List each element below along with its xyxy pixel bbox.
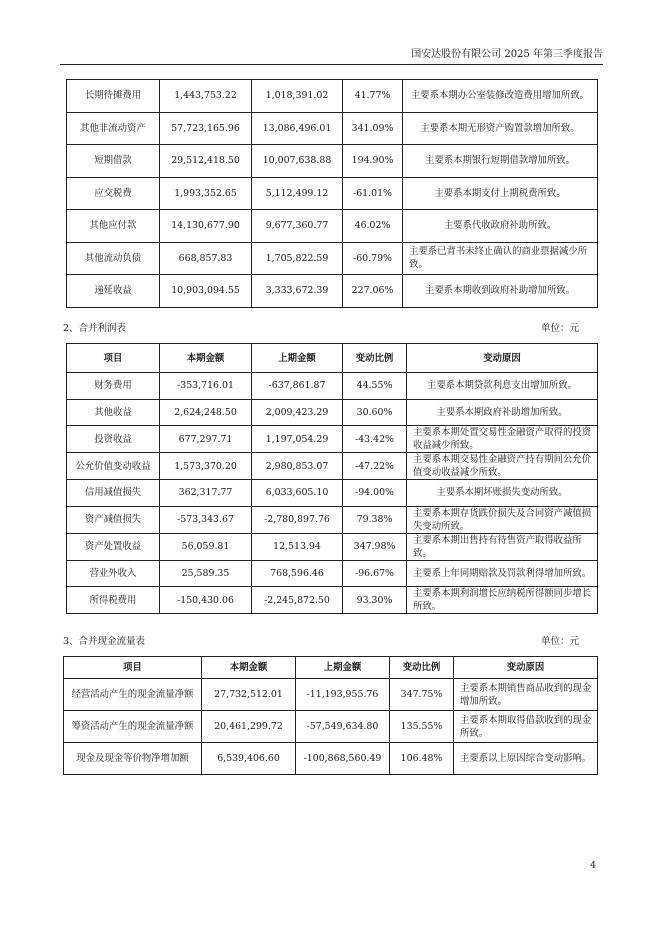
cell-reason: 主要系本期存货跌价损失及合同资产减值损失变动所致。 xyxy=(407,506,598,533)
report-header: 国安达股份有限公司 2025 年第三季度报告 xyxy=(60,45,603,65)
cell-previous: 2,009,423.29 xyxy=(252,399,343,426)
table-row xyxy=(67,373,598,400)
table-row xyxy=(67,426,598,453)
cell-ratio: -61.01% xyxy=(343,177,403,210)
cell-reason: 主要系本期取得借款收到的现金所致。 xyxy=(454,711,598,743)
cell-reason: 主要系本期坏账损失变动所致。 xyxy=(407,480,598,507)
cell-item: 长期待摊费用 xyxy=(67,80,160,113)
cell-reason: 主要系代收政府补助所致。 xyxy=(403,210,598,243)
cell-previous: 3,333,672.39 xyxy=(252,275,343,308)
cashflow-table xyxy=(63,656,598,775)
cell-reason: 主要系已背书未终止确认的商业票据减少所致。 xyxy=(403,242,598,275)
cell-ratio: 341.09% xyxy=(343,112,403,145)
cell-reason: 主要系本期无形资产购置款增加所致。 xyxy=(403,112,598,145)
cell-item: 现金及现金等价物净增加额 xyxy=(64,743,202,775)
table-row xyxy=(67,453,598,480)
cell-previous: -2,780,897.76 xyxy=(252,506,343,533)
cell-previous: 1,705,822.59 xyxy=(252,242,343,275)
cell-item: 其他流动负债 xyxy=(67,242,160,275)
cell-item: 其他非流动资产 xyxy=(67,112,160,145)
cell-current: 57,723,165.96 xyxy=(160,112,252,145)
column-header-item: 项目 xyxy=(64,657,202,679)
column-header-item: 项目 xyxy=(67,344,160,373)
cell-ratio: 227.06% xyxy=(343,275,403,308)
table-row xyxy=(67,506,598,533)
table-row xyxy=(67,177,598,210)
table-row xyxy=(64,679,598,711)
cell-ratio: -47.22% xyxy=(343,453,407,480)
cell-ratio: 93.30% xyxy=(343,587,407,614)
cashflow-unit-label: 单位：元 xyxy=(541,636,580,647)
table-header-row xyxy=(64,657,598,679)
cell-current: 677,297.71 xyxy=(160,426,252,453)
cell-ratio: -43.42% xyxy=(343,426,407,453)
table-row xyxy=(67,533,598,560)
cell-reason: 主要系本期利润增长应纳税所得额同步增长所致。 xyxy=(407,587,598,614)
cell-ratio: -96.67% xyxy=(343,560,407,587)
table-row xyxy=(67,560,598,587)
cell-previous: -11,193,955.76 xyxy=(296,679,390,711)
cell-reason: 主要系本期处置交易性金融资产取得的投资收益减少所致。 xyxy=(407,426,598,453)
cell-ratio: 41.77% xyxy=(343,80,403,113)
table-row xyxy=(67,112,598,145)
cell-item: 其他应付款 xyxy=(67,210,160,243)
cell-reason: 主要系本期支付上期税费所致。 xyxy=(403,177,598,210)
cell-current: 1,993,352.65 xyxy=(160,177,252,210)
cell-current: 14,130,677.90 xyxy=(160,210,252,243)
column-header-ratio: 变动比例 xyxy=(343,344,407,373)
cell-reason: 主要系本期销售商品收到的现金增加所致。 xyxy=(454,679,598,711)
cell-previous: -2,245,872.50 xyxy=(252,587,343,614)
column-header-previous: 上期金额 xyxy=(296,657,390,679)
cashflow-section-title: 3、合并现金流量表 xyxy=(63,636,146,647)
cell-ratio: 30.60% xyxy=(343,399,407,426)
cell-previous: 1,018,391.02 xyxy=(252,80,343,113)
income-unit-label: 单位：元 xyxy=(541,323,580,334)
cell-ratio: -94.00% xyxy=(343,480,407,507)
cell-item: 递延收益 xyxy=(67,275,160,308)
cell-ratio: 79.38% xyxy=(343,506,407,533)
cell-previous: 768,596.46 xyxy=(252,560,343,587)
cell-item: 营业外收入 xyxy=(67,560,160,587)
cell-previous: -57,549,634.80 xyxy=(296,711,390,743)
cell-current: 668,857.83 xyxy=(160,242,252,275)
table-row xyxy=(67,399,598,426)
column-header-ratio: 变动比例 xyxy=(390,657,454,679)
table-row xyxy=(67,480,598,507)
cell-current: 1,573,370.20 xyxy=(160,453,252,480)
cell-current: 27,732,512.01 xyxy=(202,679,296,711)
cell-current: 10,903,094.55 xyxy=(160,275,252,308)
cell-current: -353,716.01 xyxy=(160,373,252,400)
cell-previous: 13,086,496.01 xyxy=(252,112,343,145)
cell-previous: 9,677,360.77 xyxy=(252,210,343,243)
cell-previous: 6,033,605.10 xyxy=(252,480,343,507)
cell-item: 资产处置收益 xyxy=(67,533,160,560)
cell-item: 公允价值变动收益 xyxy=(67,453,160,480)
cell-ratio: 135.55% xyxy=(390,711,454,743)
page-number: 4 xyxy=(590,860,597,871)
table-row xyxy=(67,145,598,178)
cell-previous: 10,007,638.88 xyxy=(252,145,343,178)
cell-previous: 1,197,054.29 xyxy=(252,426,343,453)
table-row xyxy=(64,711,598,743)
cell-ratio: 347.98% xyxy=(343,533,407,560)
cell-current: 6,539,406.60 xyxy=(202,743,296,775)
cell-current: 362,317.77 xyxy=(160,480,252,507)
column-header-previous: 上期金额 xyxy=(252,344,343,373)
cell-current: -150,430.06 xyxy=(160,587,252,614)
cell-ratio: 46.02% xyxy=(343,210,403,243)
cell-current: 1,443,753.22 xyxy=(160,80,252,113)
income-section-title: 2、合并利润表 xyxy=(63,323,127,334)
cell-item: 信用减值损失 xyxy=(67,480,160,507)
cell-item: 所得税费用 xyxy=(67,587,160,614)
cell-current: 2,624,248.50 xyxy=(160,399,252,426)
cell-previous: -637,861.87 xyxy=(252,373,343,400)
cell-item: 投资收益 xyxy=(67,426,160,453)
cell-reason: 主要系本期交易性金融资产持有期间公允价值变动收益减少所致。 xyxy=(407,453,598,480)
cell-reason: 主要系本期办公室装修改造费用增加所致。 xyxy=(403,80,598,113)
cell-ratio: 347.75% xyxy=(390,679,454,711)
table-header-row xyxy=(67,344,598,373)
cell-previous: -100,868,560.49 xyxy=(296,743,390,775)
cell-current: 20,461,299.72 xyxy=(202,711,296,743)
table-row xyxy=(67,587,598,614)
balance-sheet-table xyxy=(66,79,598,308)
column-header-reason: 变动原因 xyxy=(407,344,598,373)
cell-reason: 主要系本期政府补助增加所致。 xyxy=(407,399,598,426)
cell-previous: 5,112,499.12 xyxy=(252,177,343,210)
cell-reason: 主要系以上原因综合变动影响。 xyxy=(454,743,598,775)
cell-current: -573,343.67 xyxy=(160,506,252,533)
column-header-current: 本期金额 xyxy=(202,657,296,679)
cell-previous: 12,513.94 xyxy=(252,533,343,560)
cell-previous: 2,980,853.07 xyxy=(252,453,343,480)
cell-reason: 主要系本期贷款利息支出增加所致。 xyxy=(407,373,598,400)
cell-reason: 主要系本期收到政府补助增加所致。 xyxy=(403,275,598,308)
table-row xyxy=(67,275,598,308)
table-row xyxy=(67,242,598,275)
cell-item: 经营活动产生的现金流量净额 xyxy=(64,679,202,711)
cell-item: 其他收益 xyxy=(67,399,160,426)
table-row xyxy=(64,743,598,775)
column-header-reason: 变动原因 xyxy=(454,657,598,679)
cell-current: 56,059.81 xyxy=(160,533,252,560)
table-row xyxy=(67,210,598,243)
cell-item: 应交税费 xyxy=(67,177,160,210)
cell-item: 短期借款 xyxy=(67,145,160,178)
income-statement-table xyxy=(66,343,598,614)
cell-item: 资产减值损失 xyxy=(67,506,160,533)
cell-reason: 主要系本期出售持有待售资产取得收益所致。 xyxy=(407,533,598,560)
cell-reason: 主要系上年同期赔款及罚款利得增加所致。 xyxy=(407,560,598,587)
cell-ratio: -60.79% xyxy=(343,242,403,275)
cell-ratio: 106.48% xyxy=(390,743,454,775)
cell-current: 29,512,418.50 xyxy=(160,145,252,178)
table-row xyxy=(67,80,598,113)
cell-ratio: 44.55% xyxy=(343,373,407,400)
cell-ratio: 194.90% xyxy=(343,145,403,178)
cell-item: 财务费用 xyxy=(67,373,160,400)
cell-item: 筹资活动产生的现金流量净额 xyxy=(64,711,202,743)
column-header-current: 本期金额 xyxy=(160,344,252,373)
cell-reason: 主要系本期银行短期借款增加所致。 xyxy=(403,145,598,178)
cell-current: 25,589.35 xyxy=(160,560,252,587)
